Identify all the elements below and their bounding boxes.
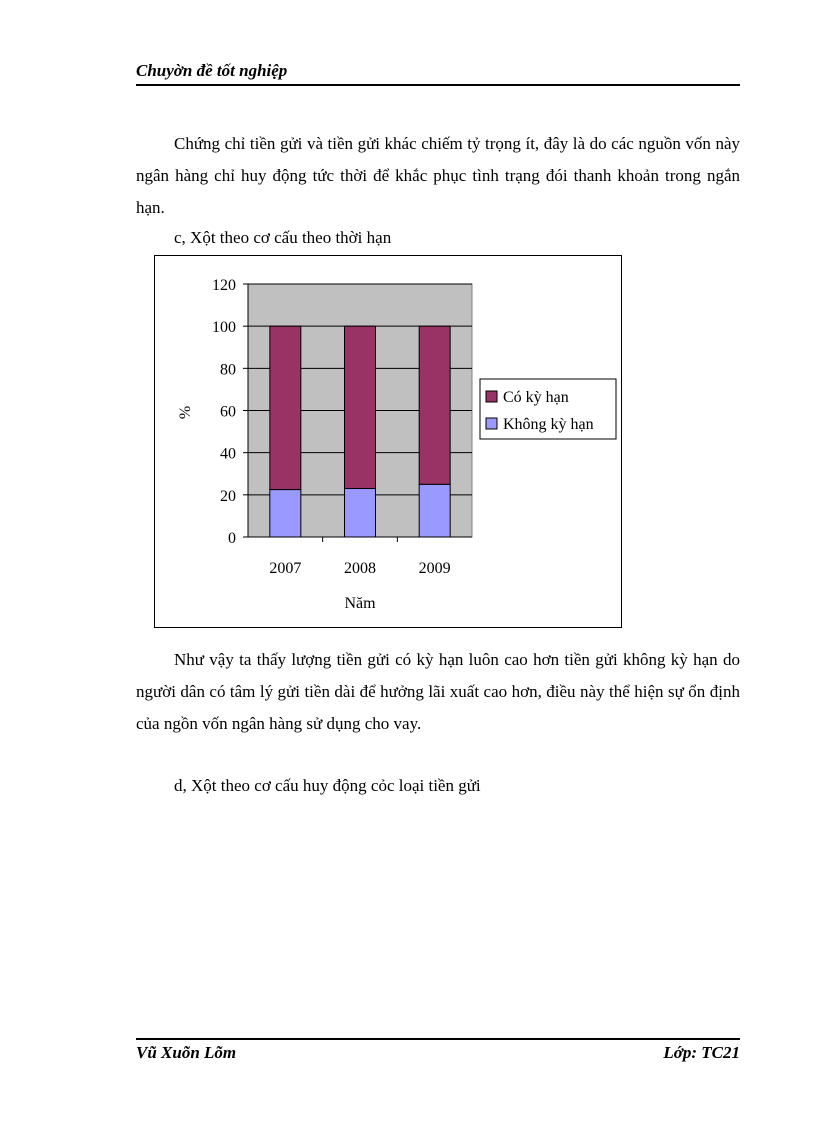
- x-tick-label: 2007: [269, 560, 302, 577]
- bar: [270, 326, 301, 489]
- legend-swatch: [486, 391, 497, 402]
- header-rule: [136, 84, 740, 86]
- y-tick-label: 100: [212, 319, 236, 337]
- x-axis-label: Năm: [344, 595, 376, 612]
- bar: [419, 484, 450, 537]
- footer-author: Vũ Xuõn Lõm: [136, 1043, 237, 1062]
- footer-rule: [136, 1038, 740, 1040]
- x-tick-label: 2009: [418, 560, 451, 577]
- bar: [270, 490, 301, 537]
- stacked-bar-chart: [155, 256, 623, 629]
- x-tick-label: 2008: [344, 560, 376, 577]
- paragraph-2: Như vậy ta thấy lượng tiền gửi có kỳ hạn luôn cao hơn tiền gửi không kỳ hạn do người dân có tâm lý gửi tiền dài để hưởng lãi xuất cao hơn, điều này thể hiện sự ổn định của ngồn vốn ngân hàng sử dụng cho vay.: [136, 650, 740, 733]
- y-tick-label: 60: [220, 403, 236, 421]
- paragraph-1: Chứng chỉ tiền gửi và tiền gửi khác chiếm tỷ trọng ít, đây là do các nguồn vốn này ngân hàng chỉ huy động tức thời để khắc phục tình trạng đói thanh khoản trong ngắn hạn.: [136, 134, 740, 217]
- legend-label: Không kỳ hạn: [503, 416, 594, 433]
- y-tick-label: 40: [220, 445, 236, 463]
- y-tick-label: 0: [228, 530, 236, 547]
- footer-class-label: Lớp: TC21: [663, 1043, 740, 1062]
- subheading-c: c, Xột theo cơ cấu theo thời hạn: [174, 228, 392, 247]
- bar: [345, 326, 376, 488]
- bar: [345, 489, 376, 537]
- legend-label: Có kỳ hạn: [503, 389, 569, 406]
- y-axis-label: %: [177, 405, 194, 420]
- subheading-d: d, Xột theo cơ cấu huy động cỏc loại tiền gửi: [174, 776, 481, 795]
- y-tick-label: 120: [212, 277, 236, 294]
- chart-container: [154, 255, 622, 628]
- y-tick-label: 80: [220, 361, 236, 379]
- header-title: Chuyờn đề tốt nghiệp: [136, 61, 288, 80]
- bar: [419, 326, 450, 484]
- y-tick-label: 20: [220, 487, 236, 505]
- legend-swatch: [486, 418, 497, 429]
